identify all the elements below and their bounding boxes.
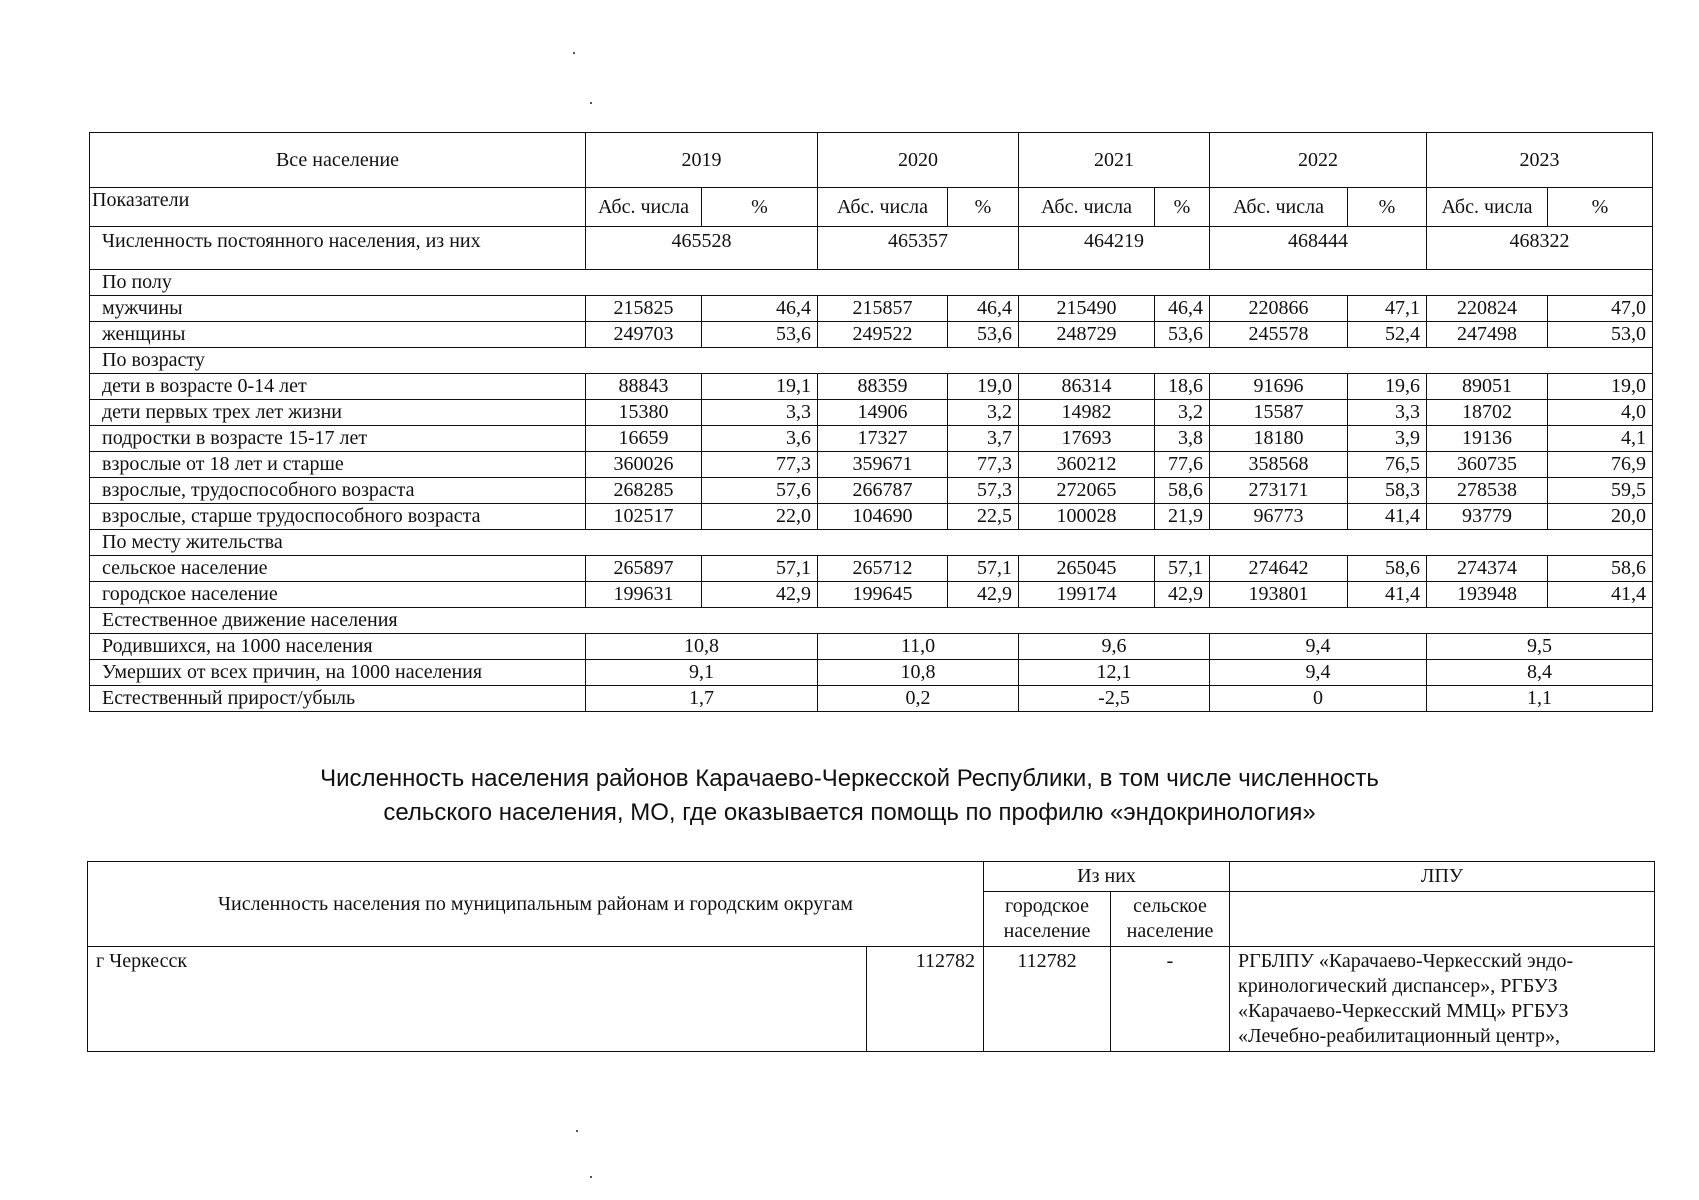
section-header: По месту жительства: [90, 530, 1653, 556]
abs-value: 278538: [1427, 478, 1548, 504]
row-label: взрослые, трудоспособного возраста: [90, 478, 586, 504]
pct-header: %: [948, 188, 1019, 227]
rate-value: 9,1: [586, 660, 818, 686]
pct-value: 57,1: [948, 556, 1019, 582]
corner-title: Все население: [90, 133, 586, 188]
district-name: г Черкесск: [88, 947, 867, 1052]
pct-value: 3,9: [1348, 426, 1427, 452]
total-value: 468322: [1427, 227, 1653, 270]
rate-value: -2,5: [1019, 686, 1210, 712]
pct-value: 19,0: [1548, 374, 1653, 400]
table-row: [90, 452, 1653, 478]
abs-value: 199645: [818, 582, 948, 608]
abs-value: 265897: [586, 556, 702, 582]
pct-value: 59,5: [1548, 478, 1653, 504]
total-value: 465528: [586, 227, 818, 270]
rate-value: 1,1: [1427, 686, 1653, 712]
pct-value: 22,5: [948, 504, 1019, 530]
abs-value: 266787: [818, 478, 948, 504]
pct-value: 53,6: [1155, 322, 1210, 348]
header-main: Численность населения по муниципальным районам и городским округам: [88, 862, 984, 947]
district-lpu: РГБЛПУ «Карачаево-Черкесский эндо-кринологический диспансер», РГБУЗ «Карачаево-Черкесский ММЦ» РГБУЗ «Лечебно-реабилитационный центр»,: [1230, 947, 1655, 1052]
scan-speck: [590, 102, 592, 104]
header-urban: городское население: [984, 892, 1111, 947]
header-lpu: ЛПУ: [1230, 862, 1655, 892]
table-row: [90, 556, 1653, 582]
year-header: 2022: [1210, 133, 1427, 188]
row-label: взрослые, старше трудоспособного возраста: [90, 504, 586, 530]
pct-value: 47,1: [1348, 296, 1427, 322]
rate-value: 1,7: [586, 686, 818, 712]
abs-value: 88359: [818, 374, 948, 400]
pct-value: 58,6: [1548, 556, 1653, 582]
abs-value: 17693: [1019, 426, 1155, 452]
abs-value: 249703: [586, 322, 702, 348]
row-label: сельское население: [90, 556, 586, 582]
abs-value: 199174: [1019, 582, 1155, 608]
row-label: мужчины: [90, 296, 586, 322]
abs-value: 88843: [586, 374, 702, 400]
pct-value: 42,9: [948, 582, 1019, 608]
table-row: [90, 296, 1653, 322]
row-label: женщины: [90, 322, 586, 348]
table-row: [90, 322, 1653, 348]
abs-value: 93779: [1427, 504, 1548, 530]
abs-value: 360212: [1019, 452, 1155, 478]
abs-value: 245578: [1210, 322, 1348, 348]
scan-speck: [576, 1130, 578, 1132]
table-row: [90, 400, 1653, 426]
abs-value: 18180: [1210, 426, 1348, 452]
year-header: 2021: [1019, 133, 1210, 188]
abs-value: 265045: [1019, 556, 1155, 582]
pct-value: 19,1: [702, 374, 818, 400]
pct-value: 19,6: [1348, 374, 1427, 400]
rate-value: 9,5: [1427, 634, 1653, 660]
abs-value: 274374: [1427, 556, 1548, 582]
abs-value: 15380: [586, 400, 702, 426]
pct-value: 46,4: [1155, 296, 1210, 322]
abs-value: 249522: [818, 322, 948, 348]
abs-value: 91696: [1210, 374, 1348, 400]
year-header: 2020: [818, 133, 1019, 188]
pct-value: 57,6: [702, 478, 818, 504]
districts-table: [87, 861, 1655, 1052]
pct-header: %: [1348, 188, 1427, 227]
abs-value: 360735: [1427, 452, 1548, 478]
pct-value: 53,6: [948, 322, 1019, 348]
total-value: 464219: [1019, 227, 1210, 270]
rate-value: 0: [1210, 686, 1427, 712]
abs-value: 248729: [1019, 322, 1155, 348]
pct-value: 3,2: [948, 400, 1019, 426]
rate-value: 11,0: [818, 634, 1019, 660]
pct-value: 77,3: [948, 452, 1019, 478]
abs-value: 265712: [818, 556, 948, 582]
pct-value: 20,0: [1548, 504, 1653, 530]
row-label: Численность постоянного населения, из них: [90, 227, 586, 270]
rate-value: 12,1: [1019, 660, 1210, 686]
total-value: 465357: [818, 227, 1019, 270]
pct-value: 19,0: [948, 374, 1019, 400]
abs-value: 247498: [1427, 322, 1548, 348]
pct-value: 58,3: [1348, 478, 1427, 504]
heading-line: сельского населения, МО, где оказывается помощь по профилю «эндокринология»: [383, 799, 1316, 826]
pct-header: %: [1155, 188, 1210, 227]
rate-value: 9,6: [1019, 634, 1210, 660]
pct-value: 41,4: [1348, 504, 1427, 530]
table-row: [90, 478, 1653, 504]
table-row: [90, 686, 1653, 712]
row-label: дети первых трех лет жизни: [90, 400, 586, 426]
section-header: Естественное движение населения: [90, 608, 1653, 634]
pct-value: 41,4: [1348, 582, 1427, 608]
year-header: 2019: [586, 133, 818, 188]
table-row: [88, 947, 1655, 1052]
pct-value: 21,9: [1155, 504, 1210, 530]
abs-value: 220866: [1210, 296, 1348, 322]
pct-value: 58,6: [1155, 478, 1210, 504]
pct-value: 53,6: [702, 322, 818, 348]
pct-value: 77,3: [702, 452, 818, 478]
abs-value: 272065: [1019, 478, 1155, 504]
abs-value: 14906: [818, 400, 948, 426]
abs-value: 215857: [818, 296, 948, 322]
abs-value: 100028: [1019, 504, 1155, 530]
pct-header: %: [702, 188, 818, 227]
abs-value: 274642: [1210, 556, 1348, 582]
pct-value: 18,6: [1155, 374, 1210, 400]
pct-value: 57,1: [702, 556, 818, 582]
abs-value: 268285: [586, 478, 702, 504]
pct-value: 3,6: [702, 426, 818, 452]
table-row: [90, 426, 1653, 452]
abs-value: 18702: [1427, 400, 1548, 426]
table-row: [90, 374, 1653, 400]
row-label: городское население: [90, 582, 586, 608]
abs-value: 102517: [586, 504, 702, 530]
total-value: 468444: [1210, 227, 1427, 270]
pct-header: %: [1548, 188, 1653, 227]
pct-value: 4,1: [1548, 426, 1653, 452]
abs-value: 360026: [586, 452, 702, 478]
pct-value: 41,4: [1548, 582, 1653, 608]
pct-value: 42,9: [702, 582, 818, 608]
population-stats-table: [89, 132, 1653, 712]
section-header: По возрасту: [90, 348, 1653, 374]
abs-value: 104690: [818, 504, 948, 530]
section-header: По полу: [90, 270, 1653, 296]
table-row: [90, 227, 1653, 270]
header-of-them: Из них: [984, 862, 1230, 892]
abs-value: 19136: [1427, 426, 1548, 452]
year-header: 2023: [1427, 133, 1653, 188]
pct-value: 22,0: [702, 504, 818, 530]
pct-value: 3,3: [702, 400, 818, 426]
abs-value: 14982: [1019, 400, 1155, 426]
abs-value: 96773: [1210, 504, 1348, 530]
abs-value: 215490: [1019, 296, 1155, 322]
rate-value: 8,4: [1427, 660, 1653, 686]
table-row: [90, 504, 1653, 530]
abs-value: 89051: [1427, 374, 1548, 400]
pct-value: 57,1: [1155, 556, 1210, 582]
rate-value: 10,8: [586, 634, 818, 660]
table-row: [90, 660, 1653, 686]
row-label: подростки в возрасте 15-17 лет: [90, 426, 586, 452]
pct-value: 42,9: [1155, 582, 1210, 608]
pct-value: 76,5: [1348, 452, 1427, 478]
abs-header: Абс. числа: [1019, 188, 1155, 227]
abs-value: 215825: [586, 296, 702, 322]
row-label: Родившихся, на 1000 населения: [90, 634, 586, 660]
abs-value: 193801: [1210, 582, 1348, 608]
section-heading: [0, 762, 1699, 830]
row-label: взрослые от 18 лет и старше: [90, 452, 586, 478]
indicators-label: Показатели: [90, 188, 586, 227]
abs-value: 16659: [586, 426, 702, 452]
rate-value: 10,8: [818, 660, 1019, 686]
abs-header: Абс. числа: [1427, 188, 1548, 227]
header-rural: сельское население: [1111, 892, 1230, 947]
abs-header: Абс. числа: [586, 188, 702, 227]
abs-value: 273171: [1210, 478, 1348, 504]
pct-value: 46,4: [702, 296, 818, 322]
table-row: [90, 634, 1653, 660]
abs-value: 359671: [818, 452, 948, 478]
pct-value: 76,9: [1548, 452, 1653, 478]
heading-line: Численность населения районов Карачаево-Черкесской Республики, в том числе численность: [320, 765, 1379, 792]
abs-header: Абс. числа: [818, 188, 948, 227]
pct-value: 53,0: [1548, 322, 1653, 348]
rate-value: 9,4: [1210, 660, 1427, 686]
pct-value: 3,2: [1155, 400, 1210, 426]
pct-value: 3,3: [1348, 400, 1427, 426]
district-urban: 112782: [984, 947, 1111, 1052]
pct-value: 3,7: [948, 426, 1019, 452]
pct-value: 77,6: [1155, 452, 1210, 478]
scan-speck: [573, 52, 575, 54]
scan-speck: [590, 1176, 592, 1178]
abs-value: 15587: [1210, 400, 1348, 426]
rate-value: 0,2: [818, 686, 1019, 712]
table-row: [90, 582, 1653, 608]
pct-value: 57,3: [948, 478, 1019, 504]
pct-value: 52,4: [1348, 322, 1427, 348]
header-lpu-empty: [1230, 892, 1655, 947]
row-label: Умерших от всех причин, на 1000 населения: [90, 660, 586, 686]
abs-header: Абс. числа: [1210, 188, 1348, 227]
row-label: дети в возрасте 0-14 лет: [90, 374, 586, 400]
abs-value: 199631: [586, 582, 702, 608]
pct-value: 4,0: [1548, 400, 1653, 426]
district-rural: -: [1111, 947, 1230, 1052]
pct-value: 3,8: [1155, 426, 1210, 452]
abs-value: 220824: [1427, 296, 1548, 322]
abs-value: 86314: [1019, 374, 1155, 400]
abs-value: 17327: [818, 426, 948, 452]
row-label: Естественный прирост/убыль: [90, 686, 586, 712]
pct-value: 58,6: [1348, 556, 1427, 582]
abs-value: 193948: [1427, 582, 1548, 608]
district-total: 112782: [867, 947, 984, 1052]
abs-value: 358568: [1210, 452, 1348, 478]
rate-value: 9,4: [1210, 634, 1427, 660]
pct-value: 46,4: [948, 296, 1019, 322]
pct-value: 47,0: [1548, 296, 1653, 322]
